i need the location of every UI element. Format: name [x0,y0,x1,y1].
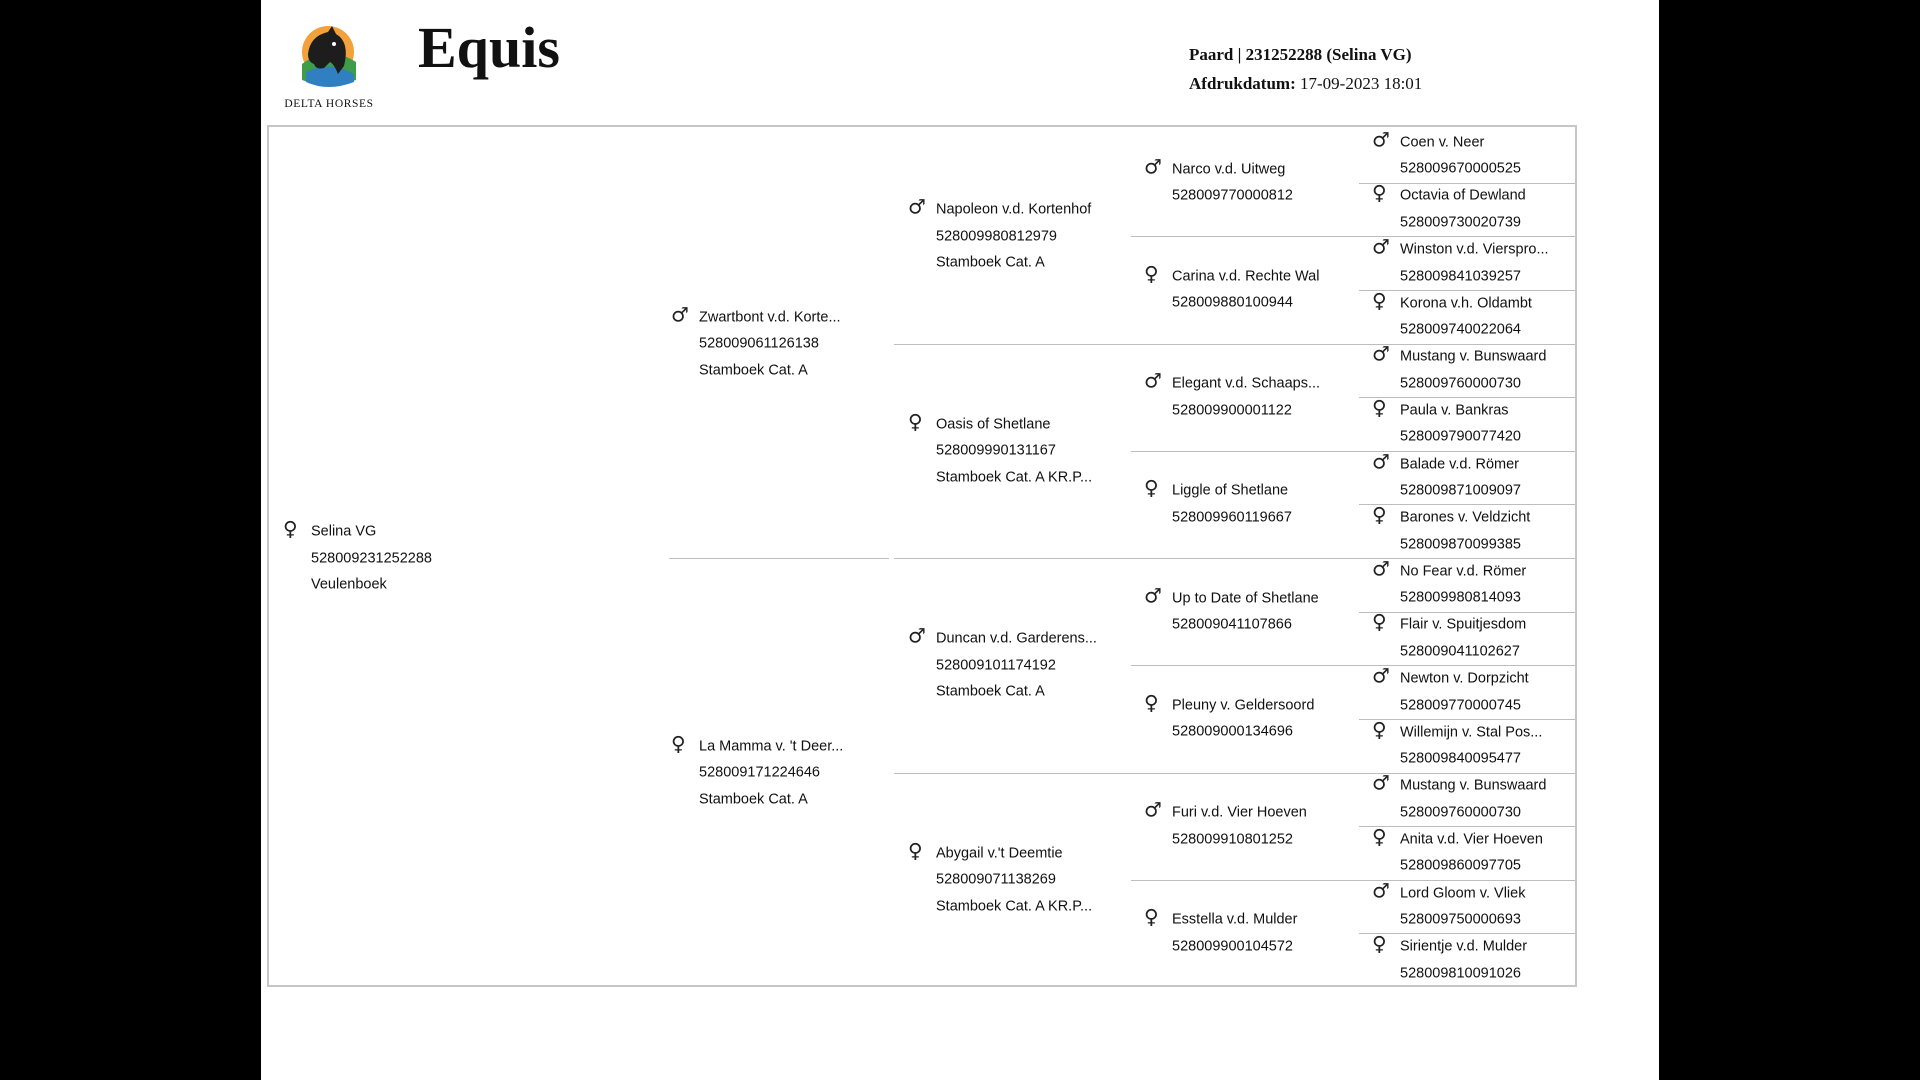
horse-number: 528009750000693 [1400,911,1521,928]
horse-info [936,411,1092,491]
horse-info [1400,183,1526,236]
horse-number: 528009871009097 [1400,482,1521,499]
horse-name[interactable]: Mustang v. Bunswaard [1400,777,1547,794]
horse-info [1400,934,1527,987]
female-icon: ♀ [1144,690,1159,715]
horse-name[interactable]: Winston v.d. Vierspro... [1400,241,1549,258]
pedigree-separator [1131,773,1361,774]
horse-name[interactable]: Octavia of Dewland [1400,187,1526,204]
horse-number: 528009840095477 [1400,750,1521,767]
horse-info [936,626,1097,706]
horse-number: 528009171224646 [699,764,820,781]
horse-head-logo-icon [294,24,364,90]
horse-info [1400,451,1521,504]
horse-registry: Stamboek Cat. A [936,683,1045,700]
horse-info [1400,397,1521,450]
male-icon: ♂ [1372,663,1390,688]
male-icon: ♂ [1372,234,1390,259]
female-icon: ♀ [1144,475,1159,500]
pedigree-separator [1131,665,1361,666]
horse-name[interactable]: Liggle of Shetlane [1172,482,1289,499]
male-icon: ♂ [1372,770,1390,795]
horse-number: 528009980812979 [936,228,1057,244]
horse-name[interactable]: Coen v. Neer [1400,134,1485,151]
horse-number: 528009730020739 [1400,214,1521,231]
horse-info [1172,585,1319,638]
horse-registry: Veulenboek [311,576,387,593]
horse-number: 528009990131167 [936,442,1056,459]
horse-info [1400,826,1543,879]
horse-number: 528009071138269 [936,871,1056,888]
horse-name[interactable]: Paula v. Bankras [1400,402,1509,419]
horse-info [1400,612,1526,665]
horse-info [1172,478,1292,531]
male-icon: ♂ [1372,341,1390,366]
female-icon: ♀ [908,838,923,862]
horse-info [936,840,1092,920]
print-date-line [1189,69,1422,98]
horse-name[interactable]: Abygail v.'t Deemtie [936,845,1063,861]
horse-info [311,518,432,598]
horse-registry: Stamboek Cat. A [699,361,808,378]
horse-number: 528009870099385 [1400,536,1521,553]
male-icon: ♂ [1372,878,1390,903]
horse-number: 528009980814093 [1400,589,1521,606]
male-icon: ♂ [1372,449,1390,474]
horse-name[interactable]: Up to Date of Shetlane [1172,590,1319,607]
horse-number: 528009231252288 [311,549,432,566]
horse-number: 528009760000730 [1400,804,1521,821]
horse-name[interactable]: La Mamma v. 't Deer... [699,737,844,754]
print-page [261,0,1659,1080]
horse-name[interactable]: Newton v. Dorpzicht [1400,670,1529,687]
male-icon: ♂ [1144,797,1162,822]
horse-registry: Stamboek Cat. A [936,254,1045,271]
horse-name[interactable]: Anita v.d. Vier Hoeven [1400,831,1543,848]
female-icon: ♀ [283,516,298,541]
horse-registry: Stamboek Cat. A KR.P... [936,898,1093,914]
horse-number: 528009810091026 [1400,965,1521,982]
pedigree-separator [669,558,889,559]
print-date-label: Afdrukdatum: [1189,74,1296,93]
horse-name[interactable]: Sirientje v.d. Mulder [1400,938,1528,955]
pedigree-tree [267,125,1577,987]
horse-number: 528009860097705 [1400,857,1521,874]
female-icon: ♀ [1372,931,1387,956]
male-icon: ♂ [1372,127,1390,152]
horse-info [1400,237,1549,290]
horse-name[interactable]: Carina v.d. Rechte Wal [1172,268,1320,285]
horse-id-text: Paard | 231252288 (Selina VG) [1189,45,1412,64]
horse-name[interactable]: Duncan v.d. Garderens... [936,630,1097,647]
horse-info [1172,156,1293,209]
logo-text: DELTA HORSES [284,98,374,110]
male-icon: ♂ [1144,154,1162,179]
horse-name[interactable]: Oasis of Shetlane [936,416,1051,432]
horse-info [1172,263,1319,316]
female-icon: ♀ [1144,261,1159,286]
horse-number: 528009041102627 [1400,643,1520,660]
pedigree-separator [1131,880,1361,881]
horse-info [936,197,1091,277]
horse-number: 528009740022064 [1400,321,1521,338]
horse-name[interactable]: Zwartbont v.d. Korte... [699,308,841,325]
horse-registry: Stamboek Cat. A [699,790,808,807]
horse-name[interactable]: Flair v. Spuitjesdom [1400,616,1527,633]
pedigree-separator [894,344,1134,345]
male-icon: ♂ [1144,583,1162,608]
horse-number: 528009910801252 [1172,831,1293,848]
horse-number: 528009900001122 [1172,402,1292,419]
male-icon: ♂ [908,623,926,648]
horse-number: 528009101174192 [936,657,1056,673]
horse-name[interactable]: Pleuny v. Geldersoord [1172,697,1315,714]
male-icon: ♂ [671,301,689,326]
horse-name[interactable]: Elegant v.d. Schaaps... [1172,375,1321,392]
horse-number: 528009041107866 [1172,616,1292,633]
horse-name[interactable]: Selina VG [311,523,377,540]
horse-number: 528009880100944 [1172,294,1293,311]
female-icon: ♀ [1372,288,1387,313]
horse-name[interactable]: No Fear v.d. Römer [1400,563,1527,580]
pedigree-separator [1131,451,1361,452]
horse-info [1400,290,1532,343]
female-icon: ♀ [1372,824,1387,849]
horse-name[interactable]: Mustang v. Bunswaard [1400,348,1547,365]
male-icon: ♂ [1372,556,1390,581]
female-icon: ♀ [1372,717,1387,742]
horse-info [1400,880,1525,933]
print-header [1189,40,1422,98]
horse-id-line [1189,40,1422,69]
horse-info [1400,666,1529,719]
female-icon: ♀ [1372,180,1387,205]
horse-registry: Stamboek Cat. A KR.P... [936,469,1093,485]
horse-info [699,304,841,384]
horse-info [1400,773,1546,826]
horse-number: 528009770000812 [1172,187,1293,204]
female-icon: ♀ [1372,609,1387,634]
horse-info [1400,129,1521,182]
horse-name[interactable]: Barones v. Veldzicht [1400,509,1531,526]
horse-number: 528009900104572 [1172,938,1293,955]
horse-name[interactable]: Napoleon v.d. Kortenhof [936,201,1092,218]
horse-number: 528009760000730 [1400,375,1521,392]
horse-number: 528009960119667 [1172,509,1292,526]
horse-name[interactable]: Furi v.d. Vier Hoeven [1172,804,1307,821]
horse-info [1172,371,1320,424]
female-icon: ♀ [908,409,923,433]
horse-name[interactable]: Narco v.d. Uitweg [1172,161,1286,178]
horse-info [1400,719,1542,772]
horse-info [1172,800,1307,853]
male-icon: ♂ [908,194,926,219]
female-icon: ♀ [1144,904,1159,929]
pedigree-separator [894,558,1134,559]
horse-name[interactable]: Willemijn v. Stal Pos... [1400,724,1543,741]
horse-number: 528009790077420 [1400,428,1521,445]
horse-info [1172,692,1314,745]
horse-name[interactable]: Balade v.d. Römer [1400,456,1520,473]
app-title: Equis [418,15,560,80]
pedigree-separator [1131,558,1361,559]
female-icon: ♀ [1372,502,1387,527]
horse-info [1172,907,1297,960]
female-icon: ♀ [671,730,686,755]
horse-info [699,733,843,813]
horse-info [1400,344,1546,397]
pedigree-separator [894,773,1134,774]
horse-name[interactable]: Lord Gloom v. Vliek [1400,885,1526,902]
horse-info [1400,558,1526,611]
pedigree-separator [1131,236,1361,237]
female-icon: ♀ [1372,395,1387,420]
horse-info [1400,505,1530,558]
horse-name[interactable]: Korona v.h. Oldambt [1400,295,1532,312]
horse-number: 528009670000525 [1400,160,1521,177]
print-date-value: 17-09-2023 18:01 [1300,74,1423,93]
horse-name[interactable]: Esstella v.d. Mulder [1172,911,1298,928]
horse-number: 528009061126138 [699,335,819,352]
delta-horses-logo [281,24,377,114]
horse-number: 528009000134696 [1172,723,1293,740]
horse-number: 528009841039257 [1400,268,1521,285]
pedigree-separator [1131,344,1361,345]
male-icon: ♂ [1144,368,1162,393]
horse-number: 528009770000745 [1400,697,1521,714]
